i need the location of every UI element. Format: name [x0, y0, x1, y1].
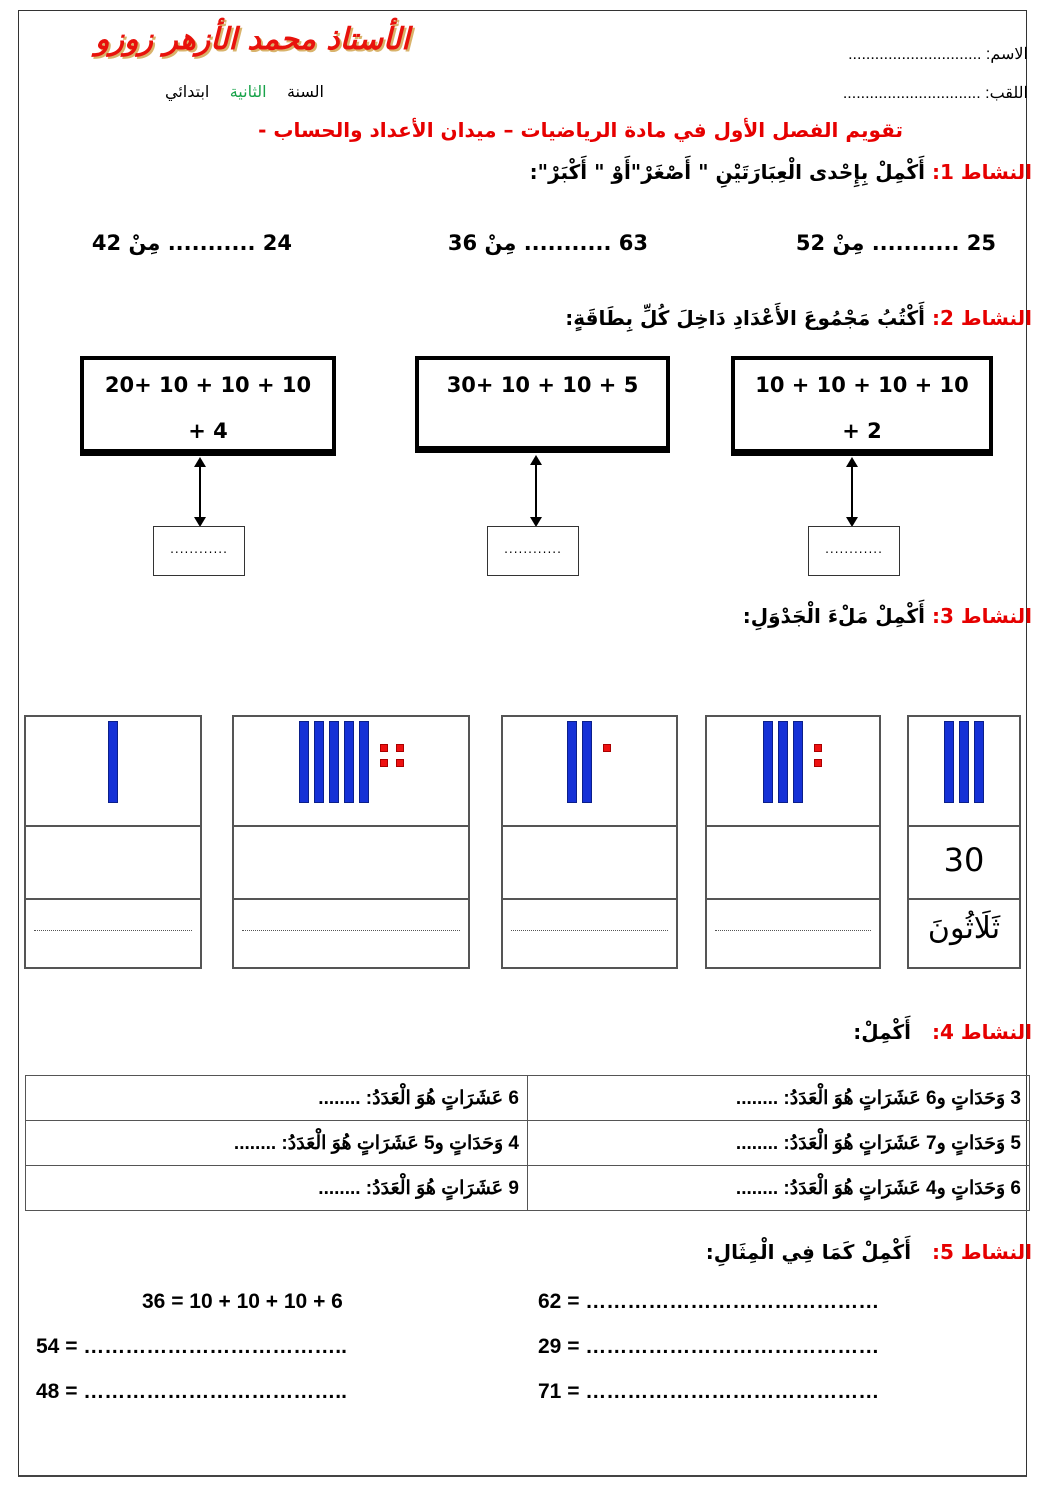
surname-field[interactable] — [843, 83, 1028, 103]
page-title: تقويم الفصل الأول في مادة الرياضيات – ميدان الأعداد والحساب - — [258, 118, 903, 142]
compare-right: 36 — [447, 231, 478, 255]
unit-cube-icon — [603, 744, 611, 752]
tens-rod-icon — [359, 721, 369, 803]
name-field[interactable] — [848, 44, 1028, 64]
word-cell[interactable] — [234, 898, 468, 967]
answer-dotted-line[interactable] — [511, 930, 668, 931]
name-label: الاسم: — [985, 46, 1028, 63]
word-cell: ثَلَاثُونَ — [927, 911, 1001, 946]
name-blank[interactable]: .............................. — [848, 46, 982, 63]
activity1-heading — [530, 160, 1032, 184]
table-cell[interactable]: 5 وَحَدَاتٍ و7 عَشَرَاتٍ هُوَ الْعَدَدُ: ........ — [528, 1121, 1030, 1166]
sum-answer-box[interactable]: ............ — [487, 526, 579, 576]
compare-left: 25 — [966, 231, 996, 255]
sum-card-line2: + 4 — [188, 419, 228, 443]
table-cell[interactable]: 6 عَشَرَاتٍ هُوَ الْعَدَدُ: ........ — [26, 1076, 528, 1121]
tens-rod-icon — [314, 721, 324, 803]
sum-answer-box[interactable]: ............ — [808, 526, 900, 576]
blocks-card — [232, 715, 470, 969]
blocks-card — [501, 715, 678, 969]
compare-blank[interactable]: ........... — [167, 231, 256, 255]
activity2-label: النشاط 2: — [931, 306, 1032, 330]
tens-rod-icon — [329, 721, 339, 803]
answer-dotted-line[interactable] — [715, 930, 871, 931]
double-arrow-icon — [851, 459, 853, 525]
number-cell[interactable] — [503, 825, 676, 900]
example-equation: 36 = 10 + 10 + 10 + 6 — [142, 1290, 343, 1313]
blocks-picture — [26, 717, 200, 827]
double-arrow-icon — [535, 457, 537, 525]
table-row — [26, 1076, 1030, 1121]
unit-cube-icon — [814, 744, 822, 752]
number-cell: 30 — [909, 825, 1019, 900]
compare-left: 24 — [262, 231, 292, 255]
table-cell[interactable]: 3 وَحَدَاتٍ و6 عَشَرَاتٍ هُوَ الْعَدَدُ: ........ — [528, 1076, 1030, 1121]
number-cell[interactable] — [234, 825, 468, 900]
number-cell[interactable] — [26, 825, 200, 900]
tens-rod-icon — [582, 721, 592, 803]
compare-word: مِنْ — [832, 231, 865, 255]
table-row — [26, 1121, 1030, 1166]
teacher-logo: الأستاذ محمد الأزهر زوزو — [95, 22, 410, 57]
decompose-item[interactable]: 62 = …………………………………… — [538, 1290, 880, 1313]
tens-rod-icon — [944, 721, 954, 803]
word-cell[interactable] — [707, 898, 879, 967]
sum-card — [415, 356, 670, 453]
sum-answer-box[interactable]: ............ — [153, 526, 245, 576]
tens-rod-icon — [778, 721, 788, 803]
activity4-heading — [853, 1020, 1032, 1044]
tens-rod-icon — [344, 721, 354, 803]
tens-rod-icon — [567, 721, 577, 803]
unit-cube-icon — [396, 744, 404, 752]
year-value: الثانية — [229, 82, 267, 101]
activity5-heading — [706, 1240, 1032, 1264]
sum-card-line2: + 2 — [842, 419, 882, 443]
compare-blank[interactable]: ........... — [523, 231, 612, 255]
blocks-card — [24, 715, 202, 969]
activity2-instruction: أَكْتُبُ مَجْمُوعَ الأَعْدَادِ دَاخِلَ كُلِّ بِطَاقَةٍ: — [565, 306, 925, 330]
decompose-item[interactable]: 48 = ……………………………….. — [36, 1380, 347, 1403]
unit-cube-icon — [396, 759, 404, 767]
table-cell[interactable]: 9 عَشَرَاتٍ هُوَ الْعَدَدُ: ........ — [26, 1166, 528, 1211]
table-cell[interactable]: 6 وَحَدَاتٍ و4 عَشَرَاتٍ هُوَ الْعَدَدُ: ........ — [528, 1166, 1030, 1211]
table-cell[interactable]: 4 وَحَدَاتٍ و5 عَشَرَاتٍ هُوَ الْعَدَدُ: ........ — [26, 1121, 528, 1166]
compare-item[interactable] — [448, 231, 648, 255]
compare-left: 63 — [618, 231, 648, 255]
activity1-label: النشاط 1: — [931, 160, 1032, 184]
activity5-label: النشاط 5: — [931, 1240, 1032, 1264]
sum-card-line1: 20+ 10 + 10 + 10 — [104, 373, 312, 397]
activity4-instruction: أَكْمِلْ: — [853, 1020, 912, 1044]
sum-card — [80, 356, 336, 456]
sum-card-line1: 10 + 10 + 10 + 10 — [755, 373, 969, 397]
compare-word: مِنْ — [128, 231, 161, 255]
word-cell[interactable] — [26, 898, 200, 967]
blocks-picture — [234, 717, 468, 827]
blocks-picture — [503, 717, 676, 827]
activity3-heading — [743, 604, 1032, 628]
school-year — [165, 82, 324, 101]
surname-blank[interactable]: ............................... — [842, 85, 981, 102]
blocks-card — [907, 715, 1021, 969]
blocks-picture — [707, 717, 879, 827]
blocks-card — [705, 715, 881, 969]
word-cell[interactable] — [503, 898, 676, 967]
unit-cube-icon — [380, 744, 388, 752]
answer-dotted-line[interactable] — [34, 930, 192, 931]
compare-right: 42 — [91, 231, 122, 255]
surname-label: اللقب: — [985, 85, 1028, 102]
activity5-instruction: أَكْمِلْ كَمَا فِي الْمِثَالِ: — [705, 1240, 912, 1264]
unit-cube-icon — [814, 759, 822, 767]
compare-word: مِنْ — [484, 231, 517, 255]
activity2-heading — [565, 306, 1032, 330]
tens-rod-icon — [974, 721, 984, 803]
decompose-item[interactable]: 54 = ……………………………….. — [36, 1335, 347, 1358]
activity3-label: النشاط 3: — [931, 604, 1032, 628]
compare-item[interactable] — [796, 231, 996, 255]
tens-rod-icon — [959, 721, 969, 803]
unit-cube-icon — [380, 759, 388, 767]
decompose-item[interactable]: 29 = …………………………………… — [538, 1335, 880, 1358]
sum-card — [731, 356, 993, 456]
tens-rod-icon — [793, 721, 803, 803]
number-cell[interactable] — [707, 825, 879, 900]
decompose-item[interactable]: 71 = …………………………………… — [538, 1380, 880, 1403]
tens-rod-icon — [108, 721, 118, 803]
compare-item[interactable] — [92, 231, 292, 255]
tens-rod-icon — [763, 721, 773, 803]
compare-blank[interactable]: ........... — [871, 231, 960, 255]
activity4-table — [25, 1075, 1030, 1211]
activity4-label: النشاط 4: — [931, 1020, 1032, 1044]
year-prefix: السنة — [286, 82, 324, 101]
compare-right: 52 — [795, 231, 826, 255]
sum-card-line1: 30+ 10 + 10 + 5 — [446, 373, 639, 397]
blocks-picture — [909, 717, 1019, 827]
year-suffix: ابتدائي — [165, 82, 210, 101]
table-row — [26, 1166, 1030, 1211]
activity1-instruction: أَكْمِلْ بِإِحْدى الْعِبَارَتَيْنِ " أَصْغَرْ"أَوْ " أَكْبَرْ": — [529, 160, 925, 184]
answer-dotted-line[interactable] — [242, 930, 460, 931]
tens-rod-icon — [299, 721, 309, 803]
activity3-instruction: أَكْمِلْ مَلْءَ الْجَدْوَلِ: — [742, 604, 925, 628]
double-arrow-icon — [199, 459, 201, 525]
